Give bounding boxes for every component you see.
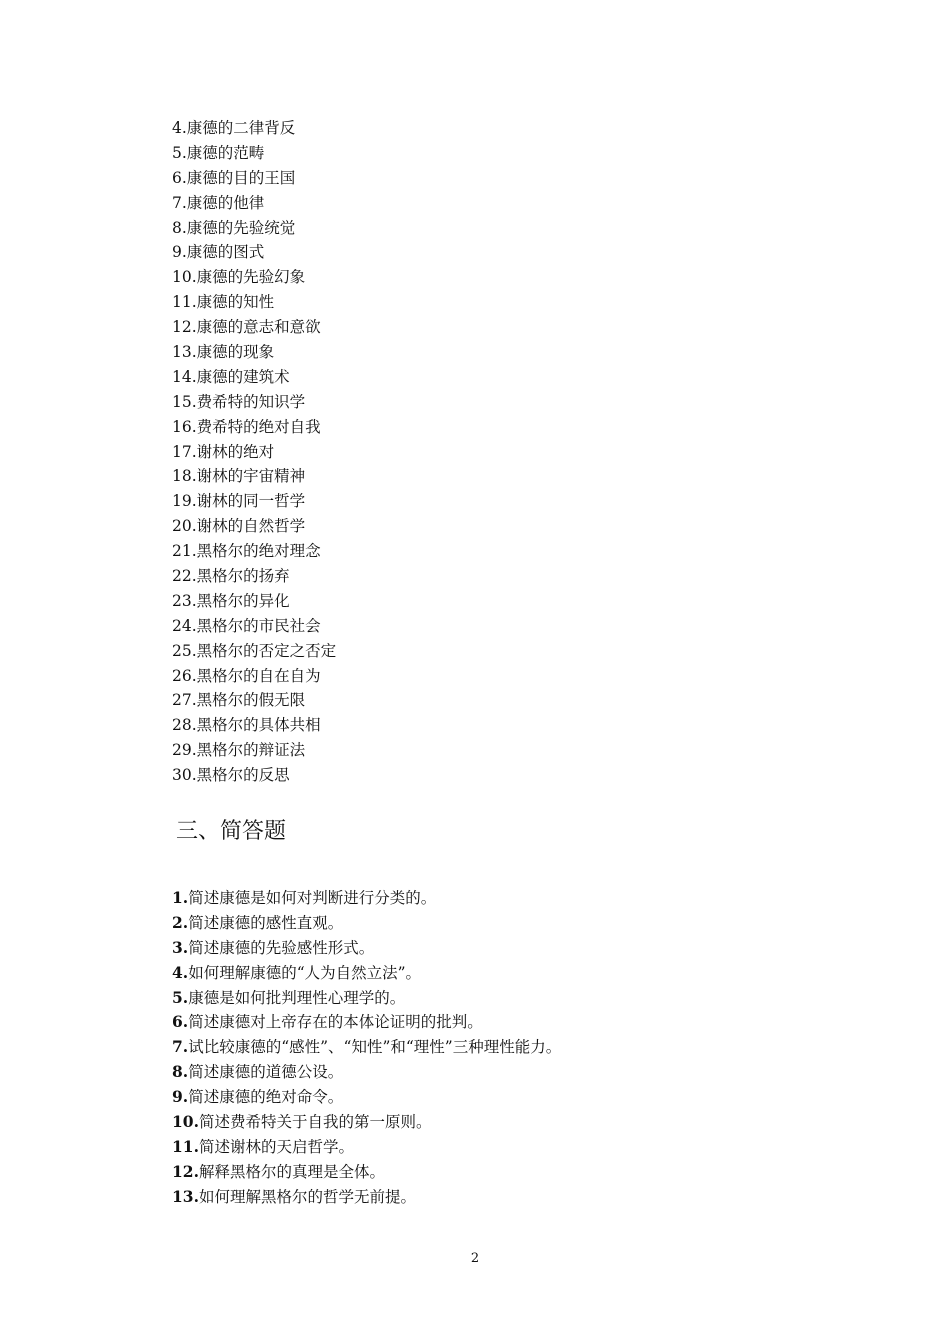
question-item <box>172 936 561 961</box>
term-item: 21.黑格尔的绝对理念 <box>172 542 321 561</box>
question-text: 如何理解黑格尔的哲学无前提。 <box>198 1187 416 1206</box>
term-item: 16.费希特的绝对自我 <box>172 417 321 436</box>
term-item: 25.黑格尔的否定之否定 <box>172 641 337 660</box>
term-item: 6.康德的目的王国 <box>172 168 296 187</box>
question-text: 解释黑格尔的真理是全体。 <box>198 1162 385 1181</box>
question-text: 如何理解康德的“人为自然立法”。 <box>188 963 422 982</box>
question-number: 7. <box>172 1037 189 1057</box>
question-number: 3. <box>172 937 189 957</box>
term-item: 18.谢林的宇宙精神 <box>172 467 306 486</box>
question-item <box>172 1135 561 1160</box>
term-item: 19.谢林的同一哲学 <box>172 492 306 511</box>
term-item: 27.黑格尔的假无限 <box>172 691 306 710</box>
term-item: 9.康德的图式 <box>172 243 265 262</box>
question-number: 8. <box>172 1062 189 1082</box>
term-item: 7.康德的他律 <box>172 193 265 212</box>
term-item: 30.黑格尔的反思 <box>172 766 290 785</box>
term-item: 24.黑格尔的市民社会 <box>172 616 321 635</box>
term-item: 23.黑格尔的异化 <box>172 591 290 610</box>
question-text: 简述康德对上帝存在的本体论证明的批判。 <box>188 1013 483 1032</box>
question-item <box>172 961 561 986</box>
term-item: 5.康德的范畴 <box>172 143 265 162</box>
question-number: 5. <box>172 987 189 1007</box>
section-title: 三、简答题 <box>176 819 287 844</box>
question-number: 13. <box>172 1186 199 1206</box>
question-item <box>172 1110 561 1135</box>
question-item <box>172 1060 561 1085</box>
question-item <box>172 1160 561 1185</box>
question-number: 12. <box>172 1161 199 1181</box>
question-item <box>172 1035 561 1060</box>
term-item: 28.黑格尔的具体共相 <box>172 716 321 735</box>
page-number: 2 <box>470 1251 480 1266</box>
question-item <box>172 886 561 911</box>
term-item: 13.康德的现象 <box>172 343 275 362</box>
question-number: 2. <box>172 912 189 932</box>
question-text: 简述康德是如何对判断进行分类的。 <box>188 889 437 907</box>
term-item: 11.康德的知性 <box>172 293 275 312</box>
term-item: 4.康德的二律背反 <box>172 119 296 137</box>
term-item: 14.康德的建筑术 <box>172 367 290 386</box>
question-text: 简述康德的道德公设。 <box>188 1063 344 1082</box>
question-number: 10. <box>172 1112 199 1132</box>
term-item: 22.黑格尔的扬弃 <box>172 567 290 586</box>
question-text: 简述谢林的天启哲学。 <box>198 1137 354 1156</box>
question-item <box>172 986 561 1011</box>
question-list <box>172 886 561 1210</box>
question-text: 简述康德的先验感性形式。 <box>188 938 375 957</box>
term-item: 15.费希特的知识学 <box>172 392 306 411</box>
term-item: 12.康德的意志和意欲 <box>172 318 321 337</box>
question-item <box>172 911 561 936</box>
question-text: 试比较康德的“感性”、“知性”和“理性”三种理性能力。 <box>188 1038 562 1057</box>
term-item: 8.康德的先验统觉 <box>172 218 296 237</box>
term-item: 26.黑格尔的自在自为 <box>172 666 321 685</box>
question-text: 康德是如何批判理性心理学的。 <box>188 988 406 1007</box>
term-item: 20.谢林的自然哲学 <box>172 517 306 536</box>
term-item: 29.黑格尔的辩证法 <box>172 741 306 760</box>
question-number: 1. <box>172 888 189 907</box>
question-item <box>172 1185 561 1210</box>
question-item <box>172 1010 561 1035</box>
question-number: 6. <box>172 1012 189 1032</box>
question-number: 11. <box>172 1136 199 1156</box>
term-list <box>172 116 336 788</box>
question-text: 简述康德的感性直观。 <box>188 913 344 932</box>
term-item: 10.康德的先验幻象 <box>172 268 306 287</box>
question-text: 简述费希特关于自我的第一原则。 <box>198 1113 432 1132</box>
question-text: 简述康德的绝对命令。 <box>188 1088 344 1107</box>
question-item <box>172 1085 561 1110</box>
question-number: 9. <box>172 1087 189 1107</box>
term-item: 17.谢林的绝对 <box>172 442 275 461</box>
question-number: 4. <box>172 962 189 982</box>
